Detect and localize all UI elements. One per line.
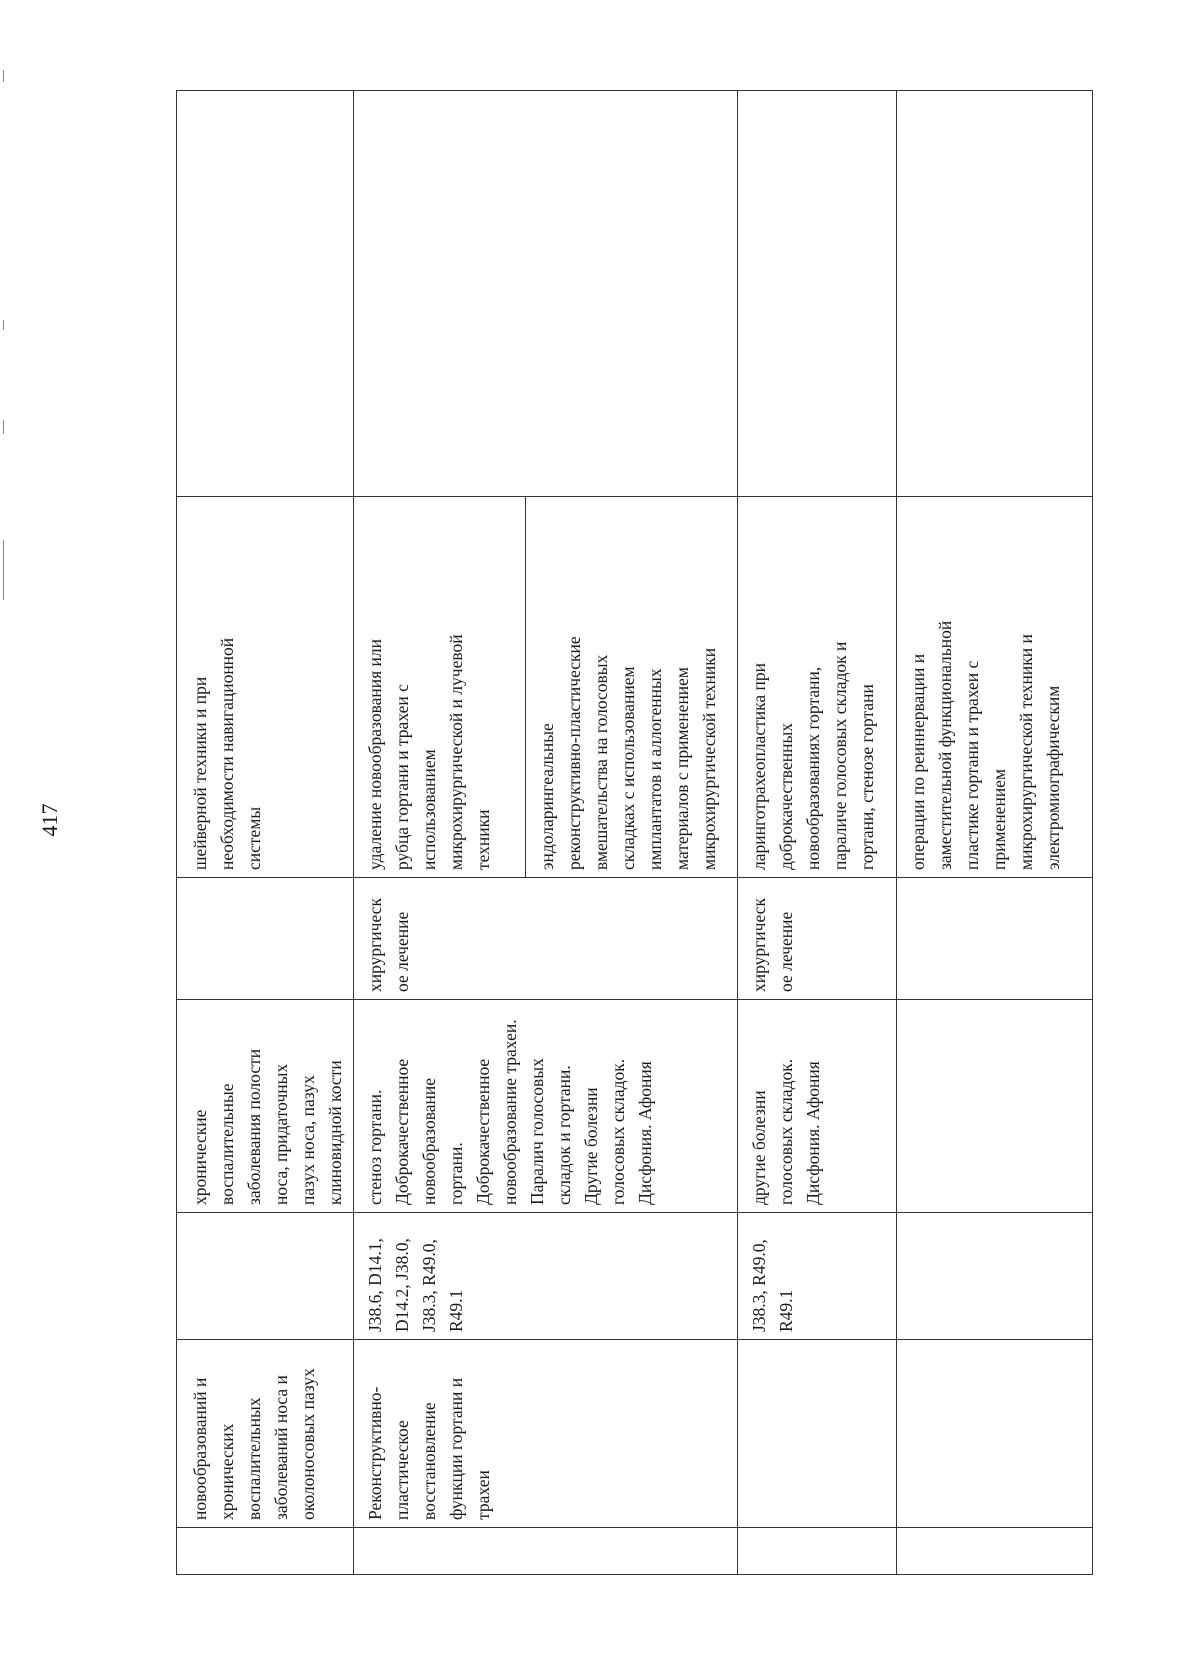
scan-edge-mark: [3, 320, 4, 330]
table-row: [738, 91, 897, 1575]
cell-norm: [354, 91, 738, 497]
cell-norm: [897, 91, 1093, 497]
cell-diagnosis: хронические воспалительные заболевания полости носа, придаточных пазух носа, пазух клиновидной кости: [177, 1000, 354, 1213]
cell-treatment-method: эндоларингеальные реконструктивно-пластические вмешательства на голосовых складках с использованием имплантатов и аллогенных материалов с применением микрохирургической техники: [526, 497, 738, 878]
cell-treatment-type: [177, 878, 354, 1000]
table-row: [177, 91, 354, 1575]
cell-treatment-type: хирургическ ое лечение: [354, 878, 738, 1000]
cell-icd-codes: J38.6, D14.1, D14.2, J38.0, J38.3, R49.0, R49.1: [354, 1213, 738, 1340]
procedures-table: [176, 90, 1093, 1575]
cell-treatment-type: хирургическ ое лечение: [738, 878, 897, 1000]
cell-treatment-method: удаление новообразования или рубца гортани и трахеи с использованием микрохирургической и лучевой техники: [354, 497, 526, 878]
table-row: [354, 91, 526, 1575]
cell-number: [897, 1528, 1093, 1575]
scan-edge-mark: [3, 70, 4, 82]
cell-treatment-method: шейверной техники и при необходимости навигационной системы: [177, 497, 354, 878]
cell-number: [738, 1528, 897, 1575]
cell-number: [177, 1528, 354, 1575]
cell-norm: [177, 91, 354, 497]
cell-icd-codes: [897, 1213, 1093, 1340]
rotated-table-wrapper: [176, 91, 1089, 1575]
cell-profile: Реконструктивно- пластическое восстановление функции гортани и трахеи: [354, 1340, 738, 1528]
cell-diagnosis: [897, 1000, 1093, 1213]
cell-treatment-method: ларинготрахеопластика при доброкачественных новообразованиях гортани, параличе голосовых складок и гортани, стенозе гортани: [738, 497, 897, 878]
scan-edge-mark: [3, 540, 4, 600]
cell-norm: [738, 91, 897, 497]
cell-diagnosis: стеноз гортани. Доброкачественное новообразование гортани. Доброкачественное новообразование трахеи. Паралич голосовых складок и гортани. Другие болезни голосовых складок. Дисфония. Афония: [354, 1000, 738, 1213]
cell-diagnosis: другие болезни голосовых складок. Дисфония. Афония: [738, 1000, 897, 1213]
cell-profile: [897, 1340, 1093, 1528]
cell-number: [354, 1528, 738, 1575]
table-row: [897, 91, 1093, 1575]
scan-edge-mark: [3, 420, 4, 434]
cell-treatment-method: операции по реиннервации и заместительной функциональной пластике гортани и трахеи с применением микрохирургической техники и электромиографическим: [897, 497, 1093, 878]
cell-treatment-type: [897, 878, 1093, 1000]
cell-profile: новообразований и хронических воспалительных заболеваний носа и околоносовых пазух: [177, 1340, 354, 1528]
cell-profile: [738, 1340, 897, 1528]
cell-icd-codes: [177, 1213, 354, 1340]
cell-icd-codes: J38.3, R49.0, R49.1: [738, 1213, 897, 1340]
page-number: 417: [37, 803, 62, 837]
